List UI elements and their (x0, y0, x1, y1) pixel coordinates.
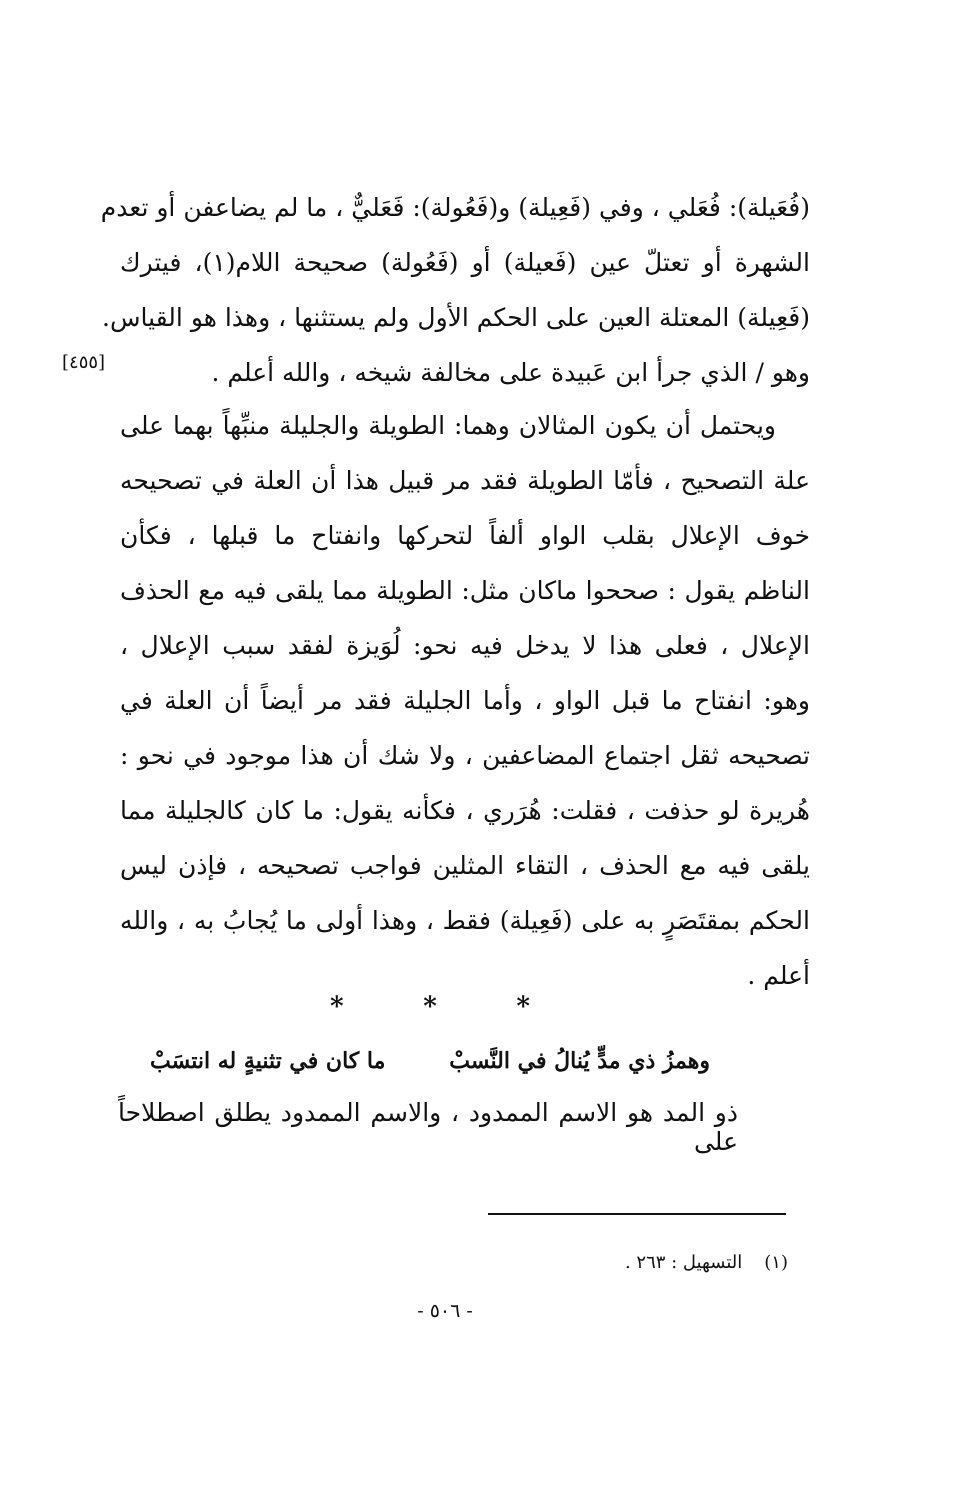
margin-page-reference: [٤٥٥] (62, 352, 106, 373)
text-line: هُريرة لو حذفت ، فقلت: هُرَري ، فكأنه يقول: ما كان كالجليلة مما (120, 796, 810, 825)
footnote-number: (١) (764, 1252, 788, 1273)
text-line: الحكم بمقتَصَرٍ به على (فَعِيلة) فقط ، وهذا أولى ما يُجابُ به ، والله (120, 906, 810, 935)
section-separator (330, 992, 530, 1022)
asterisk: * (330, 992, 344, 1022)
text-line: الشهرة أو تعتلّ عين (فَعيلة) أو (فَعُولة) صحيحة اللام(١)، فيترك (120, 248, 810, 277)
text-line: تصحيحه ثقل اجتماع المضاعفين ، ولا شك أن هذا موجود في نحو : (120, 741, 810, 770)
verse-second-hemistich: ما كان في تثنيةٍ له انتسَبْ (150, 1048, 386, 1074)
commentary-line: ذو المد هو الاسم الممدود ، والاسم الممدود يطلق اصطلاحاً على (118, 1098, 738, 1156)
paragraph-2 (120, 398, 810, 1003)
footnote (560, 1252, 788, 1273)
asterisk: * (516, 992, 530, 1022)
text-line: الإعلال ، فعلى هذا لا يدخل فيه نحو: لُوَيزة لفقد سبب الإعلال ، (120, 631, 810, 660)
footnote-divider (488, 1213, 786, 1215)
asterisk: * (423, 992, 437, 1022)
verse-first-hemistich: وهمزُ ذي مدٍّ يُنالُ في النَّسبْ (449, 1048, 710, 1074)
poem-verse (150, 1048, 710, 1074)
text-line: (فَعِيلة) المعتلة العين على الحكم الأول ولم يستثنها ، وهذا هو القياس. (102, 303, 810, 332)
text-line: (فُعَيلة): فُعَلي ، وفي (فَعِيلة) و(فَعُولة): فَعَليٌّ ، ما لم يضاعفن أو تعدم (100, 193, 810, 222)
text-line: خوف الإعلال بقلب الواو ألفاً لتحركها وانفتاح ما قبلها ، فكأن (120, 521, 810, 550)
paragraph-1 (100, 180, 810, 400)
page-number: - ٥٠٦ - (417, 1300, 473, 1322)
text-line: وهو / الذي جرأ ابن عَبيدة على مخالفة شيخه ، والله أعلم . (211, 358, 810, 387)
text-line: وهو: انفتاح ما قبل الواو ، وأما الجليلة فقد مر أيضاً أن العلة في (120, 686, 810, 715)
text-line: الناظم يقول : صححوا ماكان مثل: الطويلة مما يلقى فيه مع الحذف (120, 576, 810, 605)
text-line: أعلم . (747, 961, 810, 990)
footnote-text: التسهيل : ٢٦٣ . (624, 1252, 743, 1273)
text-line: ويحتمل أن يكون المثالان وهما: الطويلة والجليلة منبِّهاً بهما على (120, 411, 776, 440)
text-line: علة التصحيح ، فأمّا الطويلة فقد مر قبيل هذا أن العلة في تصحيحه (120, 466, 810, 495)
text-line: يلقى فيه مع الحذف ، التقاء المثلين فواجب تصحيحه ، فإذن ليس (120, 851, 810, 880)
